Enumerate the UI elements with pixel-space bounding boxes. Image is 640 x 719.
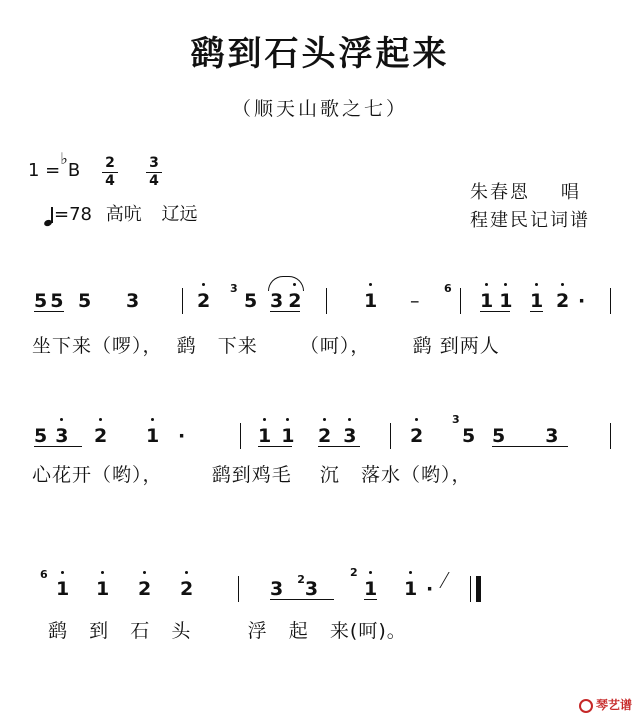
note: 2	[94, 425, 108, 447]
grace-note: 2	[297, 573, 305, 586]
note: 5	[244, 290, 258, 312]
logo-icon	[579, 699, 593, 713]
barline	[390, 423, 391, 449]
note: 2	[410, 425, 424, 447]
beat-group	[34, 425, 82, 447]
note: 3	[545, 425, 559, 447]
dash: –	[410, 290, 420, 312]
lyric-line-2: 心花开（哟）， 鹞到鸡毛 沉 落水（哟），	[32, 464, 472, 486]
key-note: B	[67, 160, 81, 181]
watermark-logo	[579, 696, 632, 713]
barline	[610, 288, 611, 314]
note: 3	[126, 290, 140, 312]
note: 2	[288, 290, 302, 312]
note: 5	[50, 290, 64, 312]
note: 1	[56, 578, 70, 600]
dot: ·	[578, 290, 586, 312]
beat-group	[318, 425, 360, 447]
note: 3	[343, 425, 357, 447]
note: 2	[197, 290, 211, 312]
dot: ·	[178, 425, 186, 447]
song-subtitle: （顺天山歌之七）	[231, 98, 408, 120]
barline	[238, 576, 239, 602]
note: 2	[556, 290, 570, 312]
note: 1	[480, 290, 494, 312]
time-signature-2-4: 2 4	[102, 156, 118, 189]
slur	[268, 276, 304, 291]
barline	[460, 288, 461, 314]
note: 3	[55, 425, 69, 447]
note: 5	[34, 425, 48, 447]
note: 5	[78, 290, 92, 312]
barline	[240, 423, 241, 449]
beat-group	[34, 290, 64, 312]
note: 1	[530, 290, 544, 312]
barline	[610, 423, 611, 449]
beat-group	[258, 425, 295, 447]
song-title: 鹞到石头浮起来	[190, 34, 450, 74]
note: 3	[270, 578, 284, 600]
grace-note: 2	[350, 566, 358, 579]
grace-note: 3	[452, 413, 460, 426]
final-barline-thin	[470, 576, 471, 602]
singer-credit: 朱春恩 唱	[470, 182, 581, 203]
note: 1	[146, 425, 160, 447]
beat-group	[270, 573, 334, 600]
quarter-note-icon	[44, 206, 54, 226]
note: 3	[304, 578, 319, 600]
note: 1	[364, 578, 378, 600]
time-signature-3-4: 3 4	[146, 156, 162, 189]
note: 5	[34, 290, 48, 312]
glissando-mark	[439, 572, 459, 588]
note: 5	[462, 425, 476, 447]
note: 1	[499, 290, 513, 312]
key-signature	[28, 149, 81, 181]
note: 1	[404, 578, 418, 600]
note: 2	[138, 578, 152, 600]
grace-note: 6	[444, 282, 452, 295]
lyric-line-3: 鹞 到 石 头 浮 起 来(呵)。	[48, 620, 407, 642]
note: 1	[258, 425, 272, 447]
style-marking-2: 辽远	[161, 204, 198, 225]
key-prefix: 1 =	[28, 160, 61, 181]
note: 2	[318, 425, 332, 447]
dot: ·	[426, 578, 434, 600]
barline	[182, 288, 183, 314]
beat-group	[492, 425, 568, 447]
note: 5	[492, 425, 506, 447]
note: 1	[364, 290, 378, 312]
watermark-text: 琴艺谱	[595, 698, 632, 712]
beat-group	[480, 290, 513, 312]
tempo-marking	[44, 200, 197, 226]
grace-note: 3	[230, 282, 238, 295]
final-barline-thick	[476, 576, 481, 602]
tempo-value: =78	[54, 204, 92, 225]
grace-note: 6	[40, 568, 48, 581]
note: 2	[180, 578, 194, 600]
flat-sign: ♭	[60, 149, 68, 168]
beat-group	[270, 290, 300, 312]
style-marking-1: 高吭	[105, 204, 142, 225]
barline	[326, 288, 327, 314]
transcriber-credit: 程建民记词谱	[470, 210, 590, 231]
note: 1	[96, 578, 110, 600]
lyric-line-1: 坐下来（啰）， 鹞 下来 （呵）， 鹞 到两人	[32, 335, 500, 357]
note: 3	[270, 290, 284, 312]
note: 1	[281, 425, 295, 447]
